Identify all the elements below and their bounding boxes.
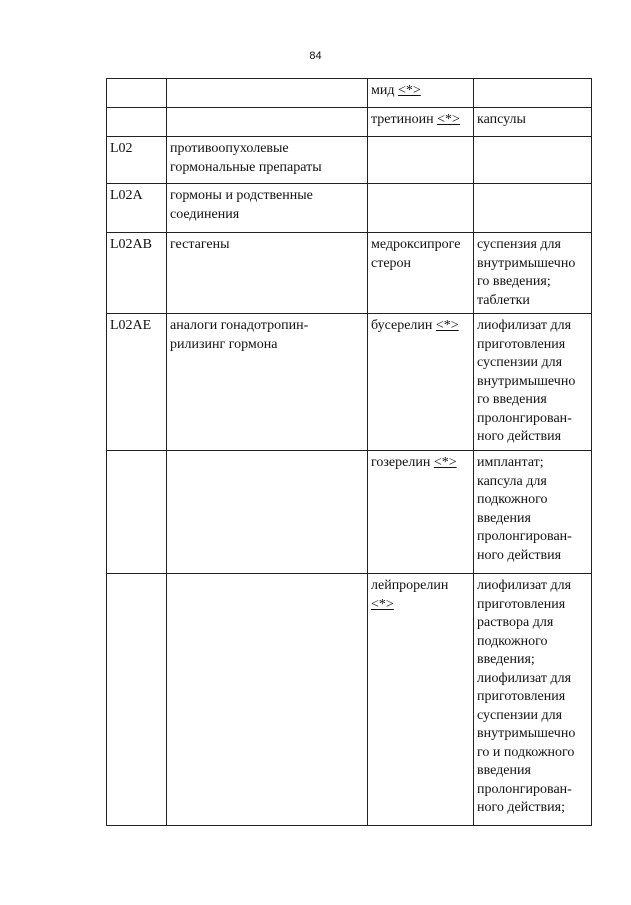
drug-name-cell bbox=[368, 451, 474, 574]
table-row bbox=[107, 108, 592, 137]
group-name-cell: гормоны и родственные соединения bbox=[167, 184, 368, 233]
drug-name: медроксипроге стерон bbox=[371, 237, 461, 271]
atc-code-cell bbox=[107, 451, 167, 574]
atc-code-cell bbox=[107, 79, 167, 108]
drug-name-cell bbox=[368, 184, 474, 233]
table-row bbox=[107, 451, 592, 574]
atc-code-cell: L02 bbox=[107, 137, 167, 184]
drug-name: гозерелин bbox=[371, 455, 431, 470]
table-row bbox=[107, 79, 592, 108]
footnote-ref: <*> bbox=[435, 318, 459, 333]
footnote-ref: <*> bbox=[433, 455, 457, 470]
dosage-form-cell: имплантат; капсула для подкожного введения пролонгирован- ного действия bbox=[474, 451, 592, 574]
drug-name-cell bbox=[368, 314, 474, 451]
table-row bbox=[107, 184, 592, 233]
atc-code-cell bbox=[107, 108, 167, 137]
atc-code-cell bbox=[107, 574, 167, 826]
group-name-cell: аналоги гонадотропин- рилизинг гормона bbox=[167, 314, 368, 451]
drug-name-cell bbox=[368, 108, 474, 137]
drug-name-cell bbox=[368, 79, 474, 108]
dosage-form-cell: капсулы bbox=[474, 108, 592, 137]
drug-name: третиноин bbox=[371, 112, 434, 127]
table-row bbox=[107, 574, 592, 826]
drug-name-cell bbox=[368, 233, 474, 314]
dosage-form-cell bbox=[474, 137, 592, 184]
group-name-cell bbox=[167, 451, 368, 574]
drug-name: бусерелин bbox=[371, 318, 433, 333]
footnote-ref: <*> bbox=[437, 112, 460, 127]
footnote-ref: <*> bbox=[371, 596, 394, 612]
dosage-form-cell: суспензия для внутримышечно го введения; таблетки bbox=[474, 233, 592, 314]
table-row bbox=[107, 137, 592, 184]
footnote-ref: <*> bbox=[397, 83, 421, 98]
page-number: 84 bbox=[309, 50, 322, 62]
drug-name: мид bbox=[371, 83, 395, 98]
dosage-form-cell bbox=[474, 79, 592, 108]
drug-table bbox=[106, 78, 592, 826]
atc-code-cell: L02A bbox=[107, 184, 167, 233]
group-name-cell bbox=[167, 79, 368, 108]
dosage-form-cell: лиофилизат для приготовления суспензии для внутримышечно го введения пролонгирован- ного действия bbox=[474, 314, 592, 451]
atc-code-cell: L02AE bbox=[107, 314, 167, 451]
drug-name-cell bbox=[368, 137, 474, 184]
dosage-form-cell bbox=[474, 184, 592, 233]
atc-code-cell: L02AB bbox=[107, 233, 167, 314]
drug-name-cell bbox=[368, 574, 474, 826]
table-row bbox=[107, 233, 592, 314]
group-name-cell bbox=[167, 108, 368, 137]
table-row bbox=[107, 314, 592, 451]
group-name-cell: противоопухолевые гормональные препараты bbox=[167, 137, 368, 184]
group-name-cell: гестагены bbox=[167, 233, 368, 314]
drug-name: лейпрорелин bbox=[371, 578, 449, 593]
dosage-form-cell: лиофилизат для приготовления раствора для подкожного введения; лиофилизат для приготовления суспензии для внутримышечно го и подкожного введения пролонгирован- ного действия; bbox=[474, 574, 592, 826]
group-name-cell bbox=[167, 574, 368, 826]
